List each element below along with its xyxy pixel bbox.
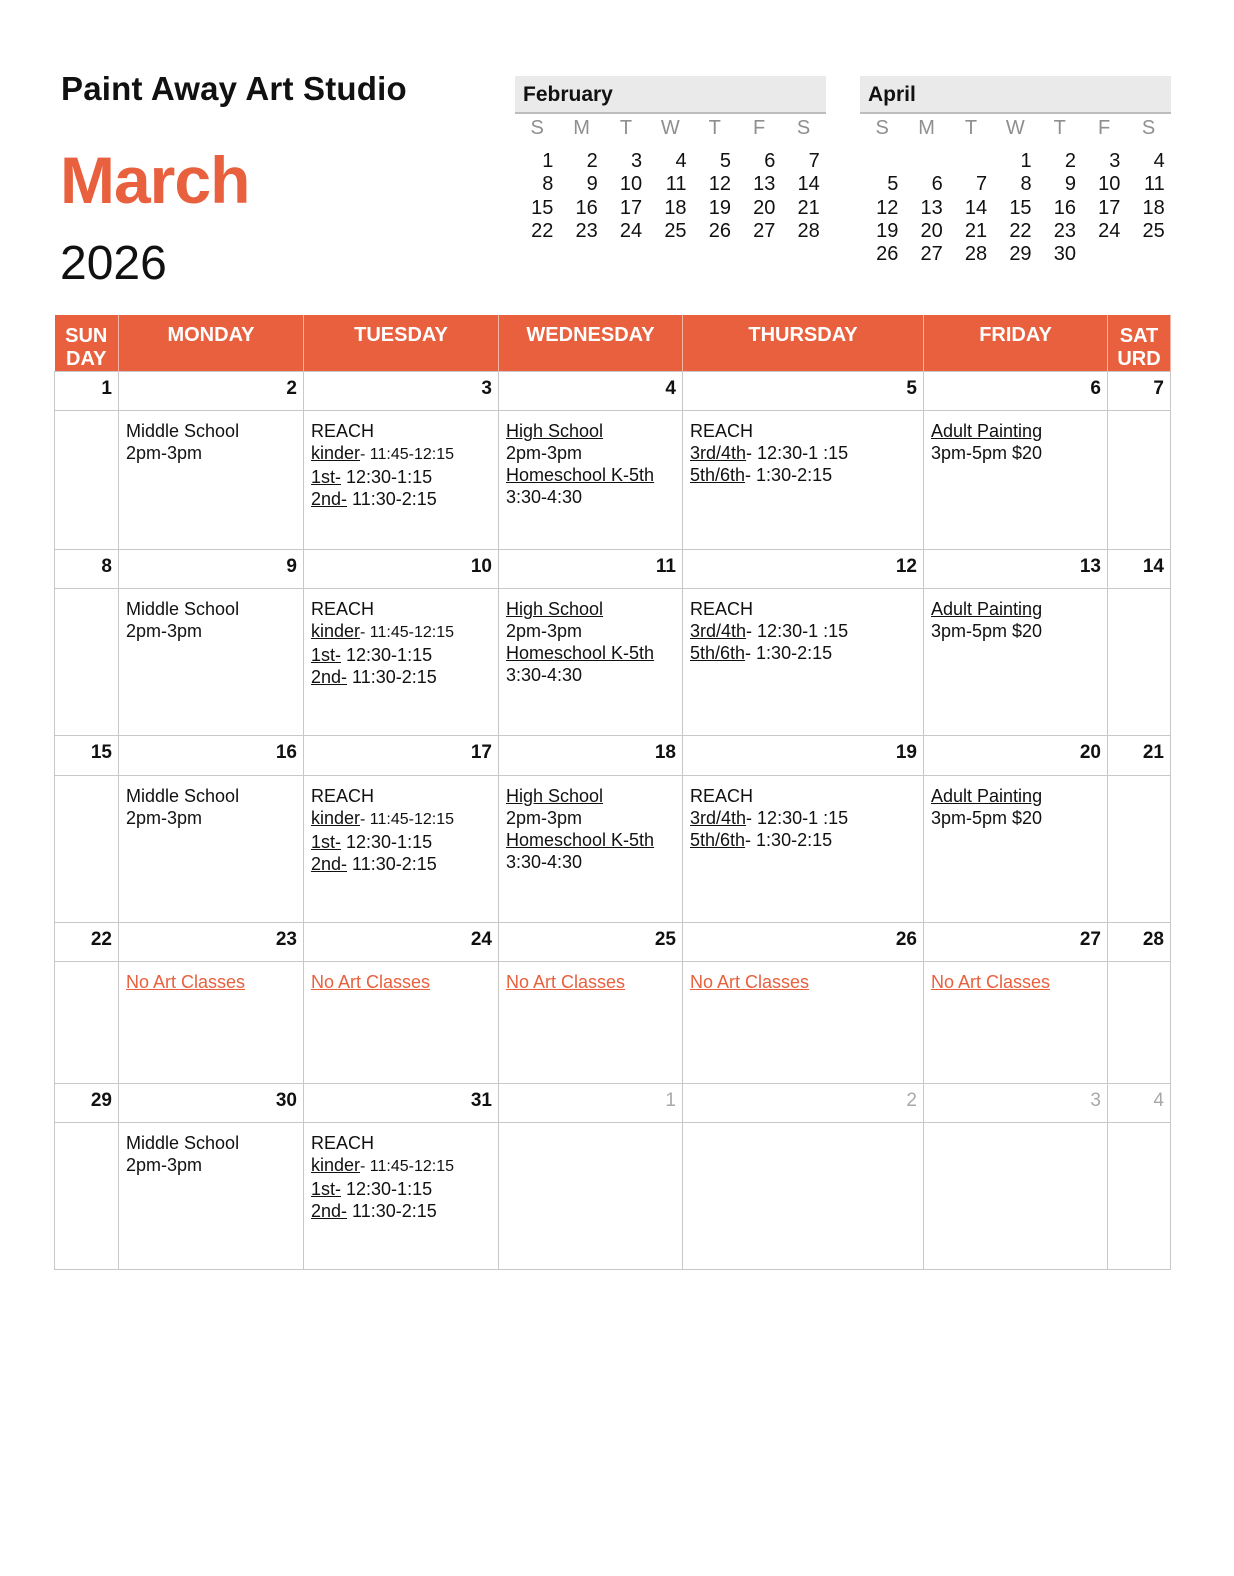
event-time: - 11:45-12:15: [360, 810, 455, 828]
grade-label: kinder: [311, 443, 361, 464]
day-number-next-month: 2: [683, 1083, 924, 1122]
event-reach-tuesday: [304, 1122, 499, 1269]
no-classes-notice: No Art Classes: [311, 971, 431, 992]
mini-weekday-label: F: [1098, 117, 1111, 139]
mini-day: 17: [1098, 196, 1121, 219]
mini-day: 5: [887, 173, 899, 196]
mini-day: 8: [542, 173, 554, 196]
day-number: 28: [1108, 922, 1171, 961]
day-number: 13: [924, 550, 1108, 589]
event-time: 3pm-5pm $20: [931, 443, 1043, 464]
day-cell-empty: [683, 1122, 924, 1269]
mini-day: 13: [753, 173, 776, 196]
mini-weekday-label: T: [708, 117, 721, 139]
day-cell-empty: [499, 1122, 683, 1269]
mini-day: 23: [1053, 219, 1076, 242]
header-monday: MONDAY: [119, 315, 304, 372]
event-title: Middle School: [126, 785, 240, 806]
event-time: 11:30-2:15: [347, 1200, 437, 1221]
event-no-classes: [924, 961, 1108, 1083]
week-events-row: [55, 589, 1171, 736]
event-no-classes: [499, 961, 683, 1083]
mini-day: 2: [1064, 150, 1076, 172]
mini-day: 21: [964, 219, 988, 242]
event-title: High School: [506, 599, 604, 620]
event-reach-tuesday: [304, 589, 499, 736]
mini-weekday-label: F: [753, 117, 766, 139]
event-title: REACH: [311, 599, 375, 620]
grade-label: kinder: [311, 807, 361, 828]
event-time: 3:30-4:30: [506, 851, 583, 872]
event-high-school: [499, 411, 683, 550]
event-title: Adult Painting: [931, 421, 1043, 442]
mini-weekday-label: M: [573, 117, 590, 139]
mini-day: 8: [1020, 173, 1032, 196]
day-number: 3: [304, 372, 499, 411]
event-time: 12:30-1:15: [341, 645, 433, 666]
event-time: 3:30-4:30: [506, 665, 583, 686]
day-number-next-month: 3: [924, 1083, 1108, 1122]
event-time: 2pm-3pm: [126, 443, 203, 464]
mini-day: [1126, 243, 1170, 266]
mini-day: 3: [631, 150, 643, 172]
event-time: 3:30-4:30: [506, 487, 583, 508]
week-events-row: [55, 411, 1171, 550]
day-number: 18: [499, 736, 683, 775]
event-reach-tuesday: [304, 411, 499, 550]
day-number: 12: [683, 550, 924, 589]
mini-day: 18: [1142, 196, 1165, 219]
mini-weekday-label: S: [875, 117, 889, 139]
event-high-school: [499, 775, 683, 922]
mini-weekday-label: S: [796, 117, 811, 139]
mini-calendar-grid: [515, 114, 826, 243]
mini-day: 9: [586, 173, 598, 196]
mini-day: 10: [1098, 173, 1121, 196]
week-number-row: [55, 550, 1171, 589]
mini-day: 4: [675, 150, 687, 172]
event-high-school: [499, 589, 683, 736]
day-cell-empty: [55, 775, 119, 922]
grade-label: 5th/6th: [690, 643, 746, 664]
day-number: 5: [683, 372, 924, 411]
mini-calendar-grid: [860, 114, 1171, 266]
day-number: 24: [304, 922, 499, 961]
mini-calendar-february: [515, 76, 826, 243]
day-cell-empty: [1108, 411, 1171, 550]
mini-calendar-title: April: [860, 76, 1171, 114]
mini-day: [904, 150, 948, 173]
grade-label: 5th/6th: [690, 465, 746, 486]
event-time: 11:30-2:15: [347, 489, 437, 510]
event-time: - 12:30-1 :15: [746, 621, 849, 642]
day-number: 7: [1108, 372, 1171, 411]
event-middle-school: [119, 775, 304, 922]
mini-day: 29: [1009, 243, 1032, 266]
mini-day: 5: [719, 150, 731, 172]
day-number-next-month: 1: [499, 1083, 683, 1122]
mini-day: 3: [1109, 150, 1121, 172]
day-number: 22: [55, 922, 119, 961]
day-number: 25: [499, 922, 683, 961]
mini-day: 20: [753, 196, 776, 219]
event-time: 2pm-3pm: [506, 807, 583, 828]
mini-weekday-label: T: [619, 117, 633, 139]
event-reach-tuesday: [304, 775, 499, 922]
mini-day: 14: [964, 196, 988, 219]
mini-calendar-title: February: [515, 76, 826, 114]
mini-day: 19: [876, 219, 899, 242]
mini-day: 27: [920, 243, 943, 266]
mini-day: 7: [808, 150, 820, 172]
grade-label: 3rd/4th: [690, 443, 747, 464]
mini-day: 24: [1098, 219, 1121, 242]
mini-day: 1: [542, 150, 554, 172]
event-time: - 1:30-2:15: [745, 643, 833, 664]
event-time: 2pm-3pm: [506, 443, 583, 464]
day-number: 2: [119, 372, 304, 411]
mini-calendar-april: [860, 76, 1171, 266]
day-number: 1: [55, 372, 119, 411]
day-number: 30: [119, 1083, 304, 1122]
event-adult-painting: [924, 589, 1108, 736]
mini-day: 20: [920, 219, 943, 242]
header-sunday: SUN DAY: [55, 315, 119, 372]
mini-day: 16: [1053, 196, 1076, 219]
day-cell-empty: [55, 589, 119, 736]
day-number: 27: [924, 922, 1108, 961]
header-friday: FRIDAY: [924, 315, 1108, 372]
mini-day: 9: [1064, 173, 1076, 196]
day-number: 31: [304, 1083, 499, 1122]
mini-weekday-label: M: [918, 117, 935, 139]
event-adult-painting: [924, 411, 1108, 550]
event-time: - 11:45-12:15: [360, 624, 455, 642]
grade-label: 2nd-: [311, 667, 348, 688]
studio-name: Paint Away Art Studio: [61, 70, 407, 107]
mini-day: 6: [931, 173, 943, 196]
mini-day: [949, 150, 993, 173]
header-tuesday: TUESDAY: [304, 315, 499, 372]
grade-label: kinder: [311, 1154, 361, 1175]
mini-day: 1: [1020, 150, 1032, 172]
mini-day: 25: [1142, 219, 1165, 242]
grade-label: 2nd-: [311, 1200, 348, 1221]
day-number: 11: [499, 550, 683, 589]
day-number: 4: [499, 372, 683, 411]
day-number: 10: [304, 550, 499, 589]
week-number-row: [55, 1083, 1171, 1122]
mini-day: 30: [1053, 243, 1076, 266]
event-title: Homeschool K-5th: [506, 465, 655, 486]
event-time: - 12:30-1 :15: [746, 807, 849, 828]
grade-label: 1st-: [311, 645, 342, 666]
grade-label: 3rd/4th: [690, 621, 747, 642]
day-number: 26: [683, 922, 924, 961]
event-title: High School: [506, 785, 604, 806]
day-cell-empty: [924, 1122, 1108, 1269]
mini-day: 13: [920, 196, 943, 219]
event-time: 2pm-3pm: [126, 621, 203, 642]
mini-day: 2: [586, 150, 598, 172]
mini-day: 26: [876, 243, 899, 266]
mini-day: 22: [531, 219, 554, 242]
event-reach-thursday: [683, 589, 924, 736]
grade-label: 1st-: [311, 831, 342, 852]
mini-day: 4: [1153, 150, 1165, 172]
event-time: - 11:45-12:15: [360, 446, 455, 464]
week-events-row: [55, 1122, 1171, 1269]
event-no-classes: [304, 961, 499, 1083]
event-time: 12:30-1:15: [341, 831, 433, 852]
event-time: 2pm-3pm: [506, 621, 583, 642]
day-cell-empty: [1108, 1122, 1171, 1269]
event-title: REACH: [690, 785, 754, 806]
event-middle-school: [119, 411, 304, 550]
event-no-classes: [683, 961, 924, 1083]
mini-day: 28: [797, 219, 820, 242]
event-title: Middle School: [126, 599, 240, 620]
mini-day: 17: [619, 196, 643, 219]
mini-day: 26: [708, 219, 731, 242]
event-time: 3pm-5pm $20: [931, 621, 1043, 642]
grade-label: 2nd-: [311, 489, 348, 510]
day-number: 20: [924, 736, 1108, 775]
event-time: 12:30-1:15: [341, 467, 433, 488]
event-time: 2pm-3pm: [126, 1154, 203, 1175]
mini-weekday-label: S: [530, 117, 544, 139]
month-calendar: [54, 315, 1171, 1270]
day-number: 23: [119, 922, 304, 961]
day-cell-empty: [1108, 589, 1171, 736]
mini-day: 21: [797, 196, 820, 219]
weekday-header-row: [55, 315, 1171, 372]
header-saturday: SAT URD: [1108, 315, 1171, 372]
event-time: - 1:30-2:15: [745, 829, 833, 850]
event-reach-thursday: [683, 775, 924, 922]
week-number-row: [55, 736, 1171, 775]
mini-day: 6: [764, 150, 776, 172]
mini-day: 12: [876, 196, 899, 219]
event-title: Adult Painting: [931, 599, 1043, 620]
event-time: 11:30-2:15: [347, 853, 437, 874]
mini-weekday-label: W: [1005, 117, 1025, 139]
mini-day: 14: [797, 173, 820, 196]
event-reach-thursday: [683, 411, 924, 550]
no-classes-notice: No Art Classes: [690, 971, 810, 992]
event-time: - 11:45-12:15: [360, 1157, 455, 1175]
mini-weekday-label: W: [660, 117, 680, 139]
mini-day: 23: [575, 219, 598, 242]
day-cell-empty: [1108, 961, 1171, 1083]
mini-weekday-label: S: [1141, 117, 1156, 139]
mini-day: 16: [575, 196, 598, 219]
mini-day: 19: [708, 196, 731, 219]
day-number: 21: [1108, 736, 1171, 775]
mini-day: 18: [664, 196, 687, 219]
mini-day: 7: [976, 173, 988, 196]
grade-label: 1st-: [311, 467, 342, 488]
mini-day: 25: [664, 219, 687, 242]
event-time: 3pm-5pm $20: [931, 807, 1043, 828]
week-number-row: [55, 922, 1171, 961]
day-number: 8: [55, 550, 119, 589]
header-wednesday: WEDNESDAY: [499, 315, 683, 372]
mini-day: 11: [665, 173, 687, 196]
event-middle-school: [119, 1122, 304, 1269]
mini-day: 15: [1009, 196, 1032, 219]
no-classes-notice: No Art Classes: [931, 971, 1051, 992]
day-number: 15: [55, 736, 119, 775]
week-number-row: [55, 372, 1171, 411]
event-time: 2pm-3pm: [126, 807, 203, 828]
week-events-row: [55, 961, 1171, 1083]
mini-weekday-label: T: [964, 117, 978, 139]
day-number: 16: [119, 736, 304, 775]
month-title: March: [60, 143, 250, 217]
event-title: REACH: [690, 599, 754, 620]
event-title: REACH: [311, 1132, 375, 1153]
mini-day: 27: [753, 219, 776, 242]
grade-label: 2nd-: [311, 853, 348, 874]
event-title: Middle School: [126, 1132, 240, 1153]
grade-label: 5th/6th: [690, 829, 746, 850]
event-time: 12:30-1:15: [341, 1178, 433, 1199]
day-cell-empty: [55, 1122, 119, 1269]
header-thursday: THURSDAY: [683, 315, 924, 372]
day-cell-empty: [55, 961, 119, 1083]
event-title: REACH: [690, 421, 754, 442]
day-number: 14: [1108, 550, 1171, 589]
week-events-row: [55, 775, 1171, 922]
grade-label: 1st-: [311, 1178, 342, 1199]
mini-day: 11: [1143, 173, 1165, 196]
event-middle-school: [119, 589, 304, 736]
event-title: Homeschool K-5th: [506, 643, 655, 664]
event-title: High School: [506, 421, 604, 442]
event-adult-painting: [924, 775, 1108, 922]
mini-day: 24: [619, 219, 643, 242]
mini-day: 10: [619, 173, 643, 196]
no-classes-notice: No Art Classes: [506, 971, 626, 992]
event-title: REACH: [311, 421, 375, 442]
day-number: 29: [55, 1083, 119, 1122]
day-cell-empty: [55, 411, 119, 550]
day-number: 17: [304, 736, 499, 775]
day-number: 19: [683, 736, 924, 775]
day-number: 9: [119, 550, 304, 589]
mini-day: 22: [1009, 219, 1032, 242]
day-number: 6: [924, 372, 1108, 411]
grade-label: kinder: [311, 621, 361, 642]
event-time: - 12:30-1 :15: [746, 443, 849, 464]
mini-day: 12: [708, 173, 731, 196]
event-title: Adult Painting: [931, 785, 1043, 806]
event-no-classes: [119, 961, 304, 1083]
mini-day: [860, 150, 904, 173]
event-time: 11:30-2:15: [347, 667, 437, 688]
grade-label: 3rd/4th: [690, 807, 747, 828]
mini-weekday-label: T: [1053, 117, 1066, 139]
event-title: Homeschool K-5th: [506, 829, 655, 850]
year-title: 2026: [60, 237, 167, 290]
event-title: REACH: [311, 785, 375, 806]
event-title: Middle School: [126, 421, 240, 442]
day-number-next-month: 4: [1108, 1083, 1171, 1122]
mini-day: [1082, 243, 1126, 266]
mini-day: 28: [964, 243, 988, 266]
day-cell-empty: [1108, 775, 1171, 922]
no-classes-notice: No Art Classes: [126, 971, 246, 992]
mini-day: 15: [531, 196, 554, 219]
event-time: - 1:30-2:15: [745, 465, 833, 486]
